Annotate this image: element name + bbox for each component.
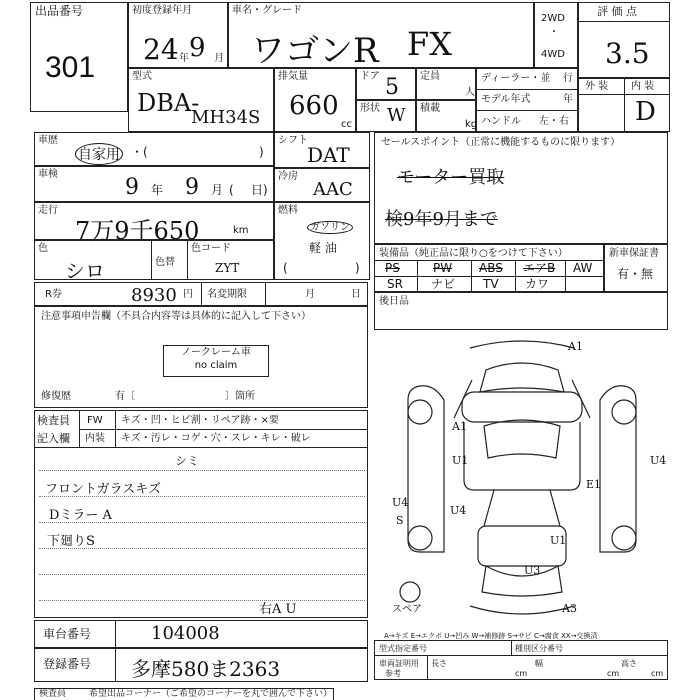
ext-int-cell [578, 78, 670, 132]
shape-label: 形状 [360, 103, 380, 114]
equip-ps: PS [385, 261, 400, 275]
fuel-paren-close: ) [355, 261, 360, 275]
fuel-label: 燃料 [278, 205, 298, 216]
history-cell [34, 132, 274, 166]
width-label: 幅 [535, 659, 543, 668]
equip-pw: PW [433, 261, 453, 275]
inspector-interior-text: キズ・汚レ・コゲ・穴・スレ・キレ・破レ [121, 433, 311, 444]
chassis-cell [34, 620, 368, 648]
car-name: ワゴンR [251, 31, 379, 71]
no-claim-jp: ノークレーム車 [181, 347, 251, 358]
load-cell [416, 100, 476, 132]
damage-mark: U4 [650, 454, 667, 467]
after-install-label: 後日品 [379, 296, 409, 307]
equip-sr: SR [387, 277, 403, 291]
spare-label: スペア [392, 604, 422, 615]
inspector-interior: 内装 [85, 433, 105, 444]
handle-unit: 左・右 [539, 116, 569, 127]
model-year-label: モデル年式 [481, 94, 531, 105]
drive-4wd: 4WD [541, 49, 565, 60]
history-value: 自家用 [75, 143, 123, 165]
remark-bottom: 右A U [259, 602, 297, 617]
drive-2wd: 2WD [541, 13, 565, 24]
inspector-fw-text: キズ・凹・ヒビ割・リペア跡・×要 [121, 415, 279, 426]
sales-point-1: モーター買取 [397, 167, 505, 188]
no-claim-en: no claim [194, 360, 238, 371]
warranty-cell [604, 244, 668, 292]
exterior-label: 外 装 [585, 81, 609, 92]
mileage-value: 7万9千650 [75, 217, 200, 245]
capacity-cell [416, 68, 476, 100]
color-code-label: 色コード [191, 243, 231, 254]
year-unit: 年 [179, 53, 189, 64]
model-label: 型式 [132, 71, 152, 82]
sales-point-2: 検9年9月まで [385, 209, 498, 230]
inspection-day-unit: 日) [251, 183, 268, 197]
handle-label: ハンドル [481, 116, 521, 127]
sales-points-label: セールスポイント（正常に機能するものに限ります） [381, 137, 621, 148]
type-designation-label: 型式指定番号 [379, 644, 427, 653]
damage-marks [392, 340, 666, 615]
inspection-year: 9 [125, 175, 139, 200]
drive-cell [534, 2, 578, 68]
car-damage-diagram [374, 330, 670, 630]
mileage-unit: km [233, 225, 249, 236]
shift-label: シフト [278, 135, 308, 146]
model-cell [128, 68, 274, 132]
model-code-a: DBA- [137, 89, 200, 117]
remark-line-3: 下廻りS [47, 534, 95, 549]
class-number-label: 種別区分番号 [515, 644, 563, 653]
aircon-label: 冷房 [278, 171, 298, 182]
first-registration-label: 初度登録年月 [132, 5, 192, 16]
interior-label: 内 装 [631, 81, 655, 92]
color-cell [34, 240, 274, 283]
footer-strip [34, 688, 334, 700]
warranty-label: 新車保証書 [609, 248, 659, 259]
equipment-label: 装備品（純正品に限り○をつけて下さい） [379, 248, 568, 259]
inspection-cell [34, 166, 274, 202]
doors-value: 5 [385, 75, 399, 100]
score-cell [578, 2, 670, 78]
inspection-label: 車検 [38, 169, 58, 180]
fuel-diesel: 軽 油 [309, 241, 337, 255]
remarks-area [34, 448, 368, 618]
color-label: 色 [38, 243, 48, 254]
history-suffix: ・( [131, 145, 148, 159]
score-label: 評 価 点 [597, 5, 637, 18]
damage-mark: A1 [568, 340, 583, 353]
damage-mark: U1 [550, 534, 567, 547]
color-value: シロ [65, 259, 105, 283]
yen-unit: 円 [183, 289, 193, 300]
damage-legend: A→キズ E→エクボ U→凹み W→補修跡 S→サビ C→腐食 XX→交換済 [384, 632, 598, 640]
kg-unit: kg [465, 119, 478, 130]
mileage-cell [34, 202, 274, 245]
lot-number-label: 出品番号 [35, 4, 84, 18]
capacity-label: 定員 [420, 71, 440, 82]
name-grade-label: 車名・グレード [232, 5, 302, 16]
inspection-month-unit: 月 [211, 183, 224, 197]
inspector-fw: FW [87, 415, 103, 426]
damage-mark: U1 [452, 454, 469, 467]
warranty-value: 有・無 [617, 267, 654, 281]
chassis-label: 車台番号 [43, 627, 92, 641]
dealer-label: ディーラー・並 [481, 73, 551, 84]
first-registration-month: 9 [189, 33, 206, 63]
lot-number: 301 [45, 51, 96, 84]
footer-corner: 希望出品コーナー（ご希望のコーナーを丸で囲んで下さい） [89, 689, 333, 699]
registration-number: 多摩580ま2363 [131, 657, 281, 681]
lot-number-cell [30, 2, 128, 112]
repaint-label: 色替 [155, 257, 175, 268]
shape-cell [356, 100, 416, 132]
dealer-cell [476, 68, 578, 132]
repair-history-label: 修復歴 [41, 391, 71, 402]
sales-points-cell [374, 132, 668, 244]
doc-table [374, 640, 668, 680]
no-claim-box [163, 345, 269, 377]
equip-navi: ナビ [431, 277, 456, 291]
equip-leather: カワ [525, 277, 550, 291]
remark-line-2: Dミラー A [49, 508, 112, 523]
registration-cell [34, 648, 368, 682]
car-grade: FX [407, 25, 452, 63]
damage-mark: U4 [392, 496, 409, 509]
inspector-cell [34, 410, 368, 448]
name-change-month: 月 [305, 289, 315, 300]
recycle-cell [34, 282, 368, 306]
name-change-day: 日 [351, 289, 361, 300]
length-cm: cm [515, 669, 528, 678]
notes-cell [34, 306, 368, 408]
displacement-value: 660 [289, 91, 339, 121]
ref-label: 参考 [385, 669, 401, 678]
length-label: 長さ [431, 659, 447, 668]
equip-abs: ABS [479, 261, 503, 275]
person-unit: 人 [465, 87, 475, 98]
doors-cell [356, 68, 416, 100]
aircon-value: AAC [313, 179, 353, 200]
height-label: 高さ [621, 659, 637, 668]
remark-line-1: フロントガラスキズ [45, 482, 161, 497]
damage-mark: S [396, 514, 404, 527]
chassis-number: 104008 [151, 623, 220, 644]
aircon-cell [274, 168, 370, 202]
after-install-cell [374, 292, 668, 330]
first-registration-year: 24 [143, 33, 179, 66]
entry-label: 記入欄 [37, 432, 70, 445]
name-change-label: 名変期限 [207, 289, 247, 300]
displacement-label: 排気量 [278, 71, 308, 82]
damage-mark: U3 [524, 564, 541, 577]
dealer-unit: 行 [563, 73, 573, 84]
name-grade-cell [228, 2, 534, 71]
cc-unit: cc [341, 119, 352, 130]
first-registration-cell [128, 2, 228, 68]
fuel-cell [274, 202, 370, 280]
month-unit: 月 [214, 53, 224, 64]
inspector-label: 検査員 [37, 414, 70, 427]
damage-mark: A3 [562, 602, 577, 615]
inspection-month: 9 [185, 175, 199, 200]
remark-top: シミ [175, 454, 200, 468]
history-close: ) [259, 145, 264, 159]
equipment-cell [374, 244, 604, 292]
mileage-label: 走行 [38, 205, 58, 216]
model-year-unit: 年 [563, 94, 573, 105]
damage-mark: A1 [452, 420, 467, 433]
shift-value: DAT [307, 143, 350, 167]
model-code-b: MH34S [191, 107, 261, 128]
cert-label: 車両証明用 [379, 659, 419, 668]
width-cm: cm [607, 669, 620, 678]
displacement-cell [274, 68, 356, 132]
shape-value: W [387, 105, 406, 126]
shift-cell [274, 132, 370, 168]
fuel-paren-open: ( [283, 261, 288, 275]
drive-separator: ・ [549, 27, 559, 38]
fuel-gasoline: ガソリン [307, 221, 353, 234]
repair-history-value: 有〔 [115, 391, 135, 402]
registration-label: 登録番号 [43, 657, 92, 671]
inspection-paren: ( [229, 183, 234, 197]
damage-mark: U4 [450, 504, 467, 517]
repair-history-place: 〕箇所 [225, 391, 255, 402]
color-code: ZYT [215, 261, 240, 275]
interior-score: D [635, 97, 656, 127]
equip-airbag: エアB [523, 261, 556, 275]
score-value: 3.5 [605, 37, 650, 70]
equip-aw: AW [573, 261, 593, 275]
equip-tv: TV [483, 277, 499, 291]
load-label: 積載 [420, 103, 440, 114]
footer-inspector: 検査員 [39, 689, 67, 699]
damage-mark: E1 [586, 478, 602, 491]
recycle-value: 8930 [131, 285, 177, 306]
notes-label: 注意事項申告欄（不具合内容等は具体的に記入して下さい） [41, 311, 311, 322]
history-label: 車歴 [38, 135, 58, 146]
height-cm: cm [651, 669, 664, 678]
recycle-label: R券 [45, 289, 62, 300]
inspection-year-unit: 年 [151, 183, 164, 197]
doors-label: ドア [360, 71, 380, 82]
